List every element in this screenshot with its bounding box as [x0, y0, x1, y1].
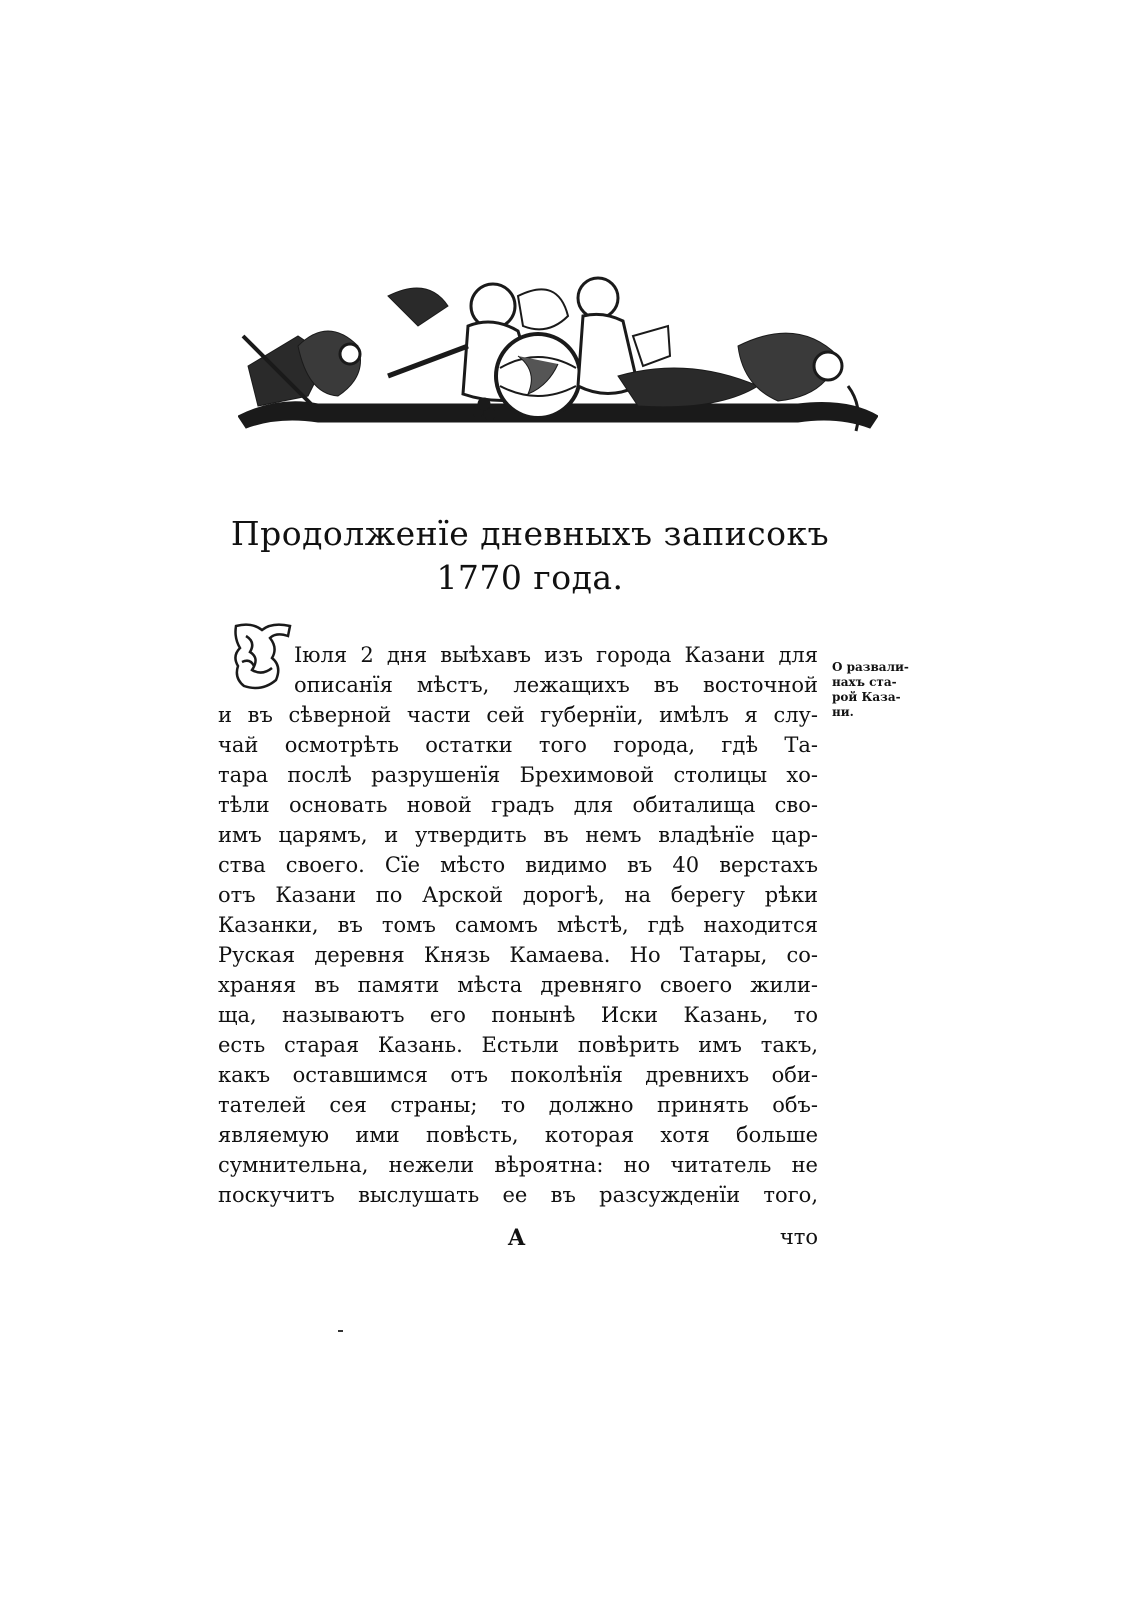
text-line: какъ оставшимся отъ поколѣнїя древнихъ оби-	[218, 1063, 818, 1087]
decorative-headpiece-engraving	[238, 276, 878, 452]
text-line: имъ царямъ, и утвердить въ немъ владѣнїе цар-	[218, 823, 818, 847]
marginal-note-line: рой Каза-	[832, 690, 901, 704]
chapter-title-line-2: 1770 года.	[436, 558, 624, 597]
text-line: чай осмотрѣть остатки того города, гдѣ Та-	[218, 733, 818, 757]
text-line: Iюля 2 дня выѣхавъ изъ города Казани для	[294, 643, 818, 667]
print-speck	[338, 1330, 343, 1332]
text-line: тара послѣ разрушенїя Брехимовой столицы хо-	[218, 763, 818, 787]
text-line: храняя въ памяти мѣста древняго своего жили-	[218, 973, 818, 997]
chapter-title-line-1: Продолженїе дневныхъ записокъ	[230, 514, 830, 553]
signature-mark: A	[508, 1225, 526, 1251]
marginal-note-line: нахъ ста-	[832, 675, 897, 689]
page-footer	[218, 1225, 818, 1255]
text-line: ща, называютъ его понынѣ Иски Казань, то	[218, 1003, 818, 1027]
marginal-note	[832, 660, 912, 720]
marginal-note-line: ни.	[832, 705, 854, 719]
chapter-title	[230, 512, 830, 600]
body-text	[218, 640, 818, 1210]
catchword: что	[779, 1225, 818, 1249]
text-line: Казанки, въ томъ самомъ мѣстѣ, гдѣ находится	[218, 913, 818, 937]
text-line: и въ сѣверной части сей губернїи, имѣлъ я слу-	[218, 703, 818, 727]
text-line: поскучитъ выслушать ее въ разсужденїи того,	[218, 1183, 818, 1207]
text-line: есть старая Казань. Естьли повѣрить имъ такъ,	[218, 1033, 818, 1057]
text-line: Руская деревня Князь Камаева. Но Татары, со-	[218, 943, 818, 967]
text-line: описанїя мѣстъ, лежащихъ въ восточной	[294, 673, 818, 697]
text-line: сумнительна, нежели вѣроятна: но читатель не	[218, 1153, 818, 1177]
text-line: являемую ими повѣсть, которая хотя больше	[218, 1123, 818, 1147]
marginal-note-line: О развали-	[832, 660, 909, 674]
text-line: ства своего. Сїе мѣсто видимо въ 40 верстахъ	[218, 853, 818, 877]
text-line: тѣли основать новой градъ для обиталища сво-	[218, 793, 818, 817]
text-line: отъ Казани по Арской дорогѣ, на берегу рѣки	[218, 883, 818, 907]
text-line: тателей сея страны; то должно принять объ-	[218, 1093, 818, 1117]
